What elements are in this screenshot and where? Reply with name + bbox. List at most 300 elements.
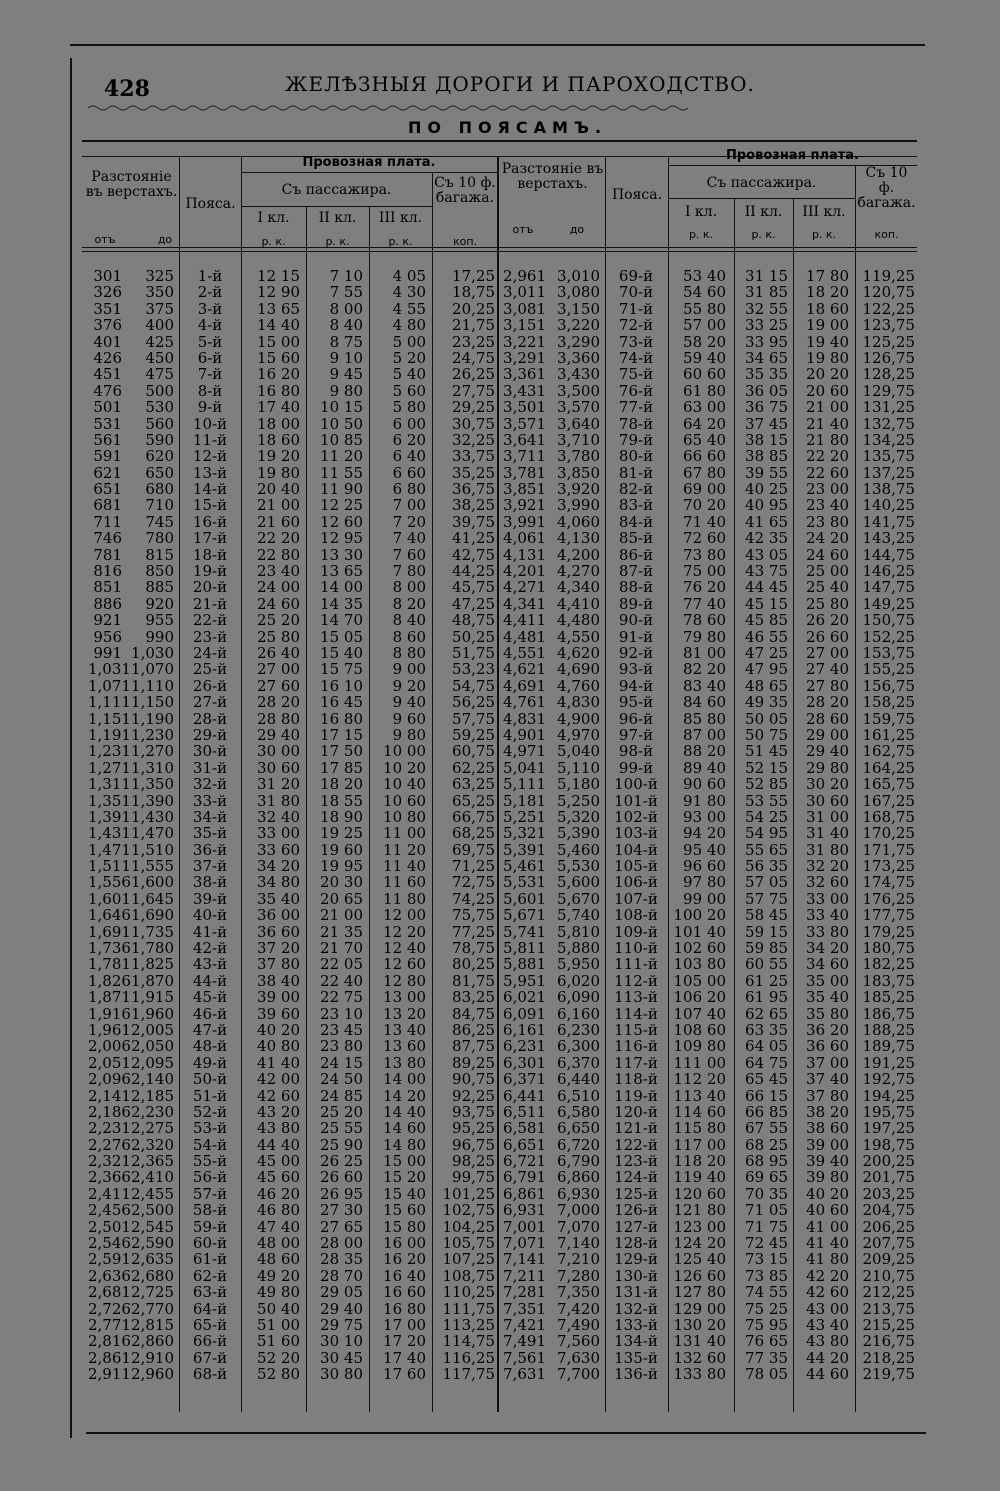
right-cell-class2: 54 95 <box>745 824 788 843</box>
left-cell-baggage: 65,25 <box>452 791 495 810</box>
right-cell-to: 7,350 <box>557 1283 600 1302</box>
right-cell-baggage: 219,75 <box>862 1365 915 1384</box>
right-cell-baggage: 215,25 <box>862 1316 915 1334</box>
right-cell-class2: 61 25 <box>745 971 788 990</box>
right-cell-zone: 104-й <box>614 840 658 859</box>
left-cell-from: 351 <box>93 299 122 318</box>
right-cell-baggage: 189,75 <box>862 1037 915 1056</box>
right-cell-class3: 41 80 <box>806 1250 849 1269</box>
right-cell-zone: 129-й <box>614 1250 658 1269</box>
right-cell-zone: 130-й <box>614 1266 658 1285</box>
right-cell-baggage: 131,25 <box>862 398 915 417</box>
left-cell-zone: 42-й <box>192 939 228 958</box>
right-cell-class1: 95 40 <box>683 840 726 859</box>
left-cell-baggage: 35,25 <box>452 463 495 482</box>
right-cell-baggage: 129,75 <box>862 381 915 400</box>
left-cell-zone: 38-й <box>192 873 228 892</box>
right-cell-to: 5,600 <box>557 873 600 892</box>
right-cell-zone: 96-й <box>618 709 654 728</box>
right-cell-baggage: 216,75 <box>862 1332 915 1351</box>
right-cell-class3: 41 00 <box>806 1217 849 1236</box>
left-cell-to: 2,725 <box>131 1283 174 1302</box>
table-row <box>0 465 1000 481</box>
right-zone-header: Пояса. <box>611 187 663 203</box>
right-cell-baggage: 125,25 <box>862 332 915 351</box>
left-rk-1: р. к. <box>261 235 286 248</box>
left-cell-to: 1,030 <box>131 643 174 662</box>
right-cell-class1: 133 80 <box>673 1365 726 1384</box>
left-cell-zone: 56-й <box>192 1168 228 1187</box>
right-cell-from: 6,021 <box>503 988 546 1007</box>
right-cell-class3: 35 00 <box>806 971 849 990</box>
left-cell-class3: 9 60 <box>392 709 426 728</box>
right-cell-class1: 118 20 <box>673 1152 726 1171</box>
table-row <box>0 416 1000 432</box>
left-cell-class2: 17 85 <box>320 758 363 777</box>
left-cell-class2: 16 10 <box>320 676 363 695</box>
left-cell-from: 886 <box>93 594 122 613</box>
left-cell-class2: 11 20 <box>320 447 363 466</box>
left-cell-baggage: 105,75 <box>442 1234 495 1253</box>
left-cell-zone: 12-й <box>192 447 228 466</box>
right-cell-class2: 68 25 <box>745 1135 788 1154</box>
left-cell-zone: 34-й <box>192 807 228 826</box>
right-cell-baggage: 134,25 <box>862 430 915 449</box>
right-cell-zone: 86-й <box>618 545 654 564</box>
left-cell-baggage: 42,75 <box>452 545 495 564</box>
right-cell-class2: 73 85 <box>745 1266 788 1285</box>
left-cell-baggage: 104,25 <box>442 1217 495 1236</box>
table-row <box>0 760 1000 776</box>
left-cell-class3: 17 20 <box>383 1332 426 1351</box>
right-cell-class3: 35 40 <box>806 988 849 1007</box>
right-cell-class2: 36 75 <box>745 398 788 417</box>
right-cell-baggage: 171,75 <box>862 840 915 859</box>
left-cell-class2: 23 10 <box>320 1004 363 1023</box>
right-cell-baggage: 188,25 <box>862 1020 915 1039</box>
right-cell-class3: 20 20 <box>806 365 849 384</box>
left-cell-to: 2,635 <box>131 1250 174 1269</box>
left-cell-class3: 7 00 <box>392 496 426 515</box>
right-cell-class2: 75 25 <box>745 1299 788 1318</box>
right-cell-zone: 133-й <box>614 1316 658 1334</box>
right-cell-from: 5,741 <box>503 922 546 941</box>
right-cell-zone: 79-й <box>618 430 654 449</box>
right-cell-class3: 38 60 <box>806 1119 849 1138</box>
left-class2-header: II кл. <box>318 210 357 226</box>
left-cell-zone: 41-й <box>192 922 228 941</box>
left-cell-class1: 18 60 <box>257 430 300 449</box>
left-cell-class3: 9 00 <box>392 660 426 679</box>
right-cell-zone: 70-й <box>618 283 654 302</box>
right-cell-zone: 93-й <box>618 660 654 679</box>
table-row <box>0 793 1000 809</box>
right-cell-class3: 21 80 <box>806 430 849 449</box>
right-cell-class1: 103 80 <box>673 955 726 974</box>
left-cell-to: 475 <box>145 365 174 384</box>
left-cell-zone: 11-й <box>192 430 228 449</box>
left-cell-from: 1,601 <box>88 889 131 908</box>
left-cell-baggage: 110,25 <box>442 1283 495 1302</box>
left-cell-class2: 21 00 <box>320 906 363 925</box>
right-cell-zone: 98-й <box>618 742 654 761</box>
wavy-rule <box>88 104 908 112</box>
right-cell-baggage: 204,75 <box>862 1201 915 1220</box>
right-cell-baggage: 165,75 <box>862 775 915 794</box>
right-cell-zone: 123-й <box>614 1152 658 1171</box>
left-cell-class2: 16 45 <box>320 693 363 712</box>
right-cell-class2: 37 45 <box>745 414 788 433</box>
left-cell-baggage: 89,25 <box>452 1053 495 1072</box>
right-cell-to: 5,530 <box>557 857 600 876</box>
left-cell-class1: 22 20 <box>257 529 300 548</box>
left-cell-from: 476 <box>93 381 122 400</box>
right-cell-from: 6,091 <box>503 1004 546 1023</box>
left-cell-class3: 8 40 <box>392 611 426 630</box>
left-cell-class3: 10 00 <box>383 742 426 761</box>
right-cell-class1: 61 80 <box>683 381 726 400</box>
left-cell-from: 2,911 <box>88 1365 131 1384</box>
right-cell-class1: 83 40 <box>683 676 726 695</box>
left-cell-to: 2,275 <box>131 1119 174 1138</box>
right-cell-baggage: 141,75 <box>862 512 915 531</box>
right-cell-class3: 34 20 <box>806 939 849 958</box>
right-cell-class2: 62 65 <box>745 1004 788 1023</box>
left-cell-class1: 36 60 <box>257 922 300 941</box>
table-row <box>0 1153 1000 1169</box>
table-row <box>0 596 1000 612</box>
right-cell-baggage: 147,75 <box>862 578 915 597</box>
left-cell-to: 500 <box>145 381 174 400</box>
left-cell-baggage: 80,25 <box>452 955 495 974</box>
right-cell-baggage: 132,75 <box>862 414 915 433</box>
left-cell-zone: 55-й <box>192 1152 228 1171</box>
top-border <box>70 44 925 46</box>
left-cell-baggage: 24,75 <box>452 348 495 367</box>
right-rk-3: р. к. <box>811 228 837 241</box>
left-rk-3: р. к. <box>388 235 413 248</box>
right-cell-baggage: 159,75 <box>862 709 915 728</box>
left-cell-to: 680 <box>145 480 174 499</box>
left-cell-class1: 29 40 <box>257 725 300 744</box>
right-cell-class3: 23 00 <box>806 480 849 499</box>
table-row <box>0 678 1000 694</box>
left-cell-class1: 17 40 <box>257 398 300 417</box>
right-cell-class2: 38 85 <box>745 447 788 466</box>
left-cell-baggage: 30,75 <box>452 414 495 433</box>
left-cell-from: 2,411 <box>88 1184 131 1203</box>
table-row <box>0 694 1000 710</box>
right-cell-to: 6,580 <box>557 1102 600 1121</box>
right-cell-from: 6,721 <box>503 1152 546 1171</box>
left-cell-zone: 23-й <box>192 627 228 646</box>
right-cell-class2: 36 05 <box>745 381 788 400</box>
left-cell-class2: 15 05 <box>320 627 363 646</box>
left-cell-class2: 24 50 <box>320 1070 363 1089</box>
right-cell-to: 4,620 <box>557 643 600 662</box>
right-cell-class1: 111 00 <box>673 1053 726 1072</box>
left-cell-class1: 33 00 <box>257 824 300 843</box>
left-cell-class1: 34 80 <box>257 873 300 892</box>
left-cell-baggage: 98,25 <box>452 1152 495 1171</box>
right-cell-to: 4,760 <box>557 676 600 695</box>
right-cell-class3: 24 20 <box>806 529 849 548</box>
table-row <box>0 481 1000 497</box>
right-cell-class1: 117 00 <box>673 1135 726 1154</box>
left-cell-class1: 30 00 <box>257 742 300 761</box>
left-cell-class1: 21 00 <box>257 496 300 515</box>
table-row <box>0 612 1000 628</box>
left-cell-class2: 15 75 <box>320 660 363 679</box>
left-cell-from: 451 <box>93 365 122 384</box>
left-cell-class2: 26 95 <box>320 1184 363 1203</box>
left-cell-class1: 13 65 <box>257 299 300 318</box>
left-cell-to: 1,150 <box>131 693 174 712</box>
right-cell-to: 5,670 <box>557 889 600 908</box>
right-cell-class2: 60 55 <box>745 955 788 974</box>
right-cell-class1: 71 40 <box>683 512 726 531</box>
table-row <box>0 629 1000 645</box>
left-cell-class2: 24 85 <box>320 1086 363 1105</box>
right-cell-from: 4,481 <box>503 627 546 646</box>
left-cell-zone: 45-й <box>192 988 228 1007</box>
left-cell-zone: 10-й <box>192 414 228 433</box>
left-cell-zone: 68-й <box>192 1365 228 1384</box>
left-cell-to: 375 <box>145 299 174 318</box>
left-cell-class2: 11 55 <box>320 463 363 482</box>
left-cell-zone: 37-й <box>192 857 228 876</box>
left-cell-from: 1,351 <box>88 791 131 810</box>
right-cell-class3: 39 00 <box>806 1135 849 1154</box>
left-cell-zone: 3-й <box>197 299 223 318</box>
right-cell-class2: 35 35 <box>745 365 788 384</box>
table-row <box>0 497 1000 513</box>
right-cell-from: 7,281 <box>503 1283 546 1302</box>
left-fare-rule <box>241 172 497 173</box>
left-cell-class3: 6 40 <box>392 447 426 466</box>
left-cell-from: 1,826 <box>88 971 131 990</box>
left-cell-class2: 9 45 <box>329 365 363 384</box>
right-cell-class1: 66 60 <box>683 447 726 466</box>
left-cell-class2: 26 25 <box>320 1152 363 1171</box>
left-cell-class1: 49 20 <box>257 1266 300 1285</box>
right-cell-class3: 28 20 <box>806 693 849 712</box>
left-do-label: до <box>157 233 173 246</box>
left-cell-class3: 10 40 <box>383 775 426 794</box>
left-cell-class1: 45 00 <box>257 1152 300 1171</box>
right-cell-zone: 78-й <box>618 414 654 433</box>
left-cell-baggage: 63,25 <box>452 775 495 794</box>
left-cell-from: 401 <box>93 332 122 351</box>
right-cell-zone: 91-й <box>618 627 654 646</box>
right-cell-zone: 115-й <box>614 1020 658 1039</box>
table-row <box>0 530 1000 546</box>
right-cell-from: 6,161 <box>503 1020 546 1039</box>
right-cell-baggage: 180,75 <box>862 939 915 958</box>
left-cell-to: 1,190 <box>131 709 174 728</box>
table-row <box>0 1022 1000 1038</box>
table-row <box>0 727 1000 743</box>
right-cell-baggage: 126,75 <box>862 348 915 367</box>
right-cell-zone: 83-й <box>618 496 654 515</box>
right-cell-class3: 25 80 <box>806 594 849 613</box>
right-cell-to: 5,740 <box>557 906 600 925</box>
right-cell-class2: 43 05 <box>745 545 788 564</box>
right-cell-from: 4,061 <box>503 529 546 548</box>
right-cell-class1: 99 00 <box>683 889 726 908</box>
left-cell-class1: 18 00 <box>257 414 300 433</box>
table-row <box>0 940 1000 956</box>
right-cell-to: 6,790 <box>557 1152 600 1171</box>
left-cell-class3: 10 60 <box>383 791 426 810</box>
right-cell-class1: 127 80 <box>673 1283 726 1302</box>
left-cell-from: 301 <box>93 267 122 285</box>
left-cell-class2: 8 40 <box>329 316 363 335</box>
right-cell-baggage: 156,75 <box>862 676 915 695</box>
right-cell-class2: 47 25 <box>745 643 788 662</box>
right-cell-to: 4,270 <box>557 562 600 581</box>
right-cell-baggage: 203,25 <box>862 1184 915 1203</box>
right-cell-class3: 40 60 <box>806 1201 849 1220</box>
left-cell-class2: 27 65 <box>320 1217 363 1236</box>
right-cell-class1: 60 60 <box>683 365 726 384</box>
right-cell-zone: 124-й <box>614 1168 658 1187</box>
left-cell-zone: 63-й <box>192 1283 228 1302</box>
left-cell-baggage: 116,25 <box>442 1348 495 1367</box>
right-cell-class3: 33 40 <box>806 906 849 925</box>
right-cell-zone: 110-й <box>614 939 658 958</box>
right-cell-from: 3,921 <box>503 496 546 515</box>
left-cell-class2: 19 25 <box>320 824 363 843</box>
right-cell-class3: 29 00 <box>806 725 849 744</box>
left-cell-baggage: 26,25 <box>452 365 495 384</box>
left-cell-class1: 42 00 <box>257 1070 300 1089</box>
left-cell-from: 956 <box>93 627 122 646</box>
left-cell-class3: 10 80 <box>383 807 426 826</box>
table-row <box>0 514 1000 530</box>
right-cell-class1: 59 40 <box>683 348 726 367</box>
left-cell-class1: 32 40 <box>257 807 300 826</box>
left-cell-zone: 53-й <box>192 1119 228 1138</box>
right-cell-class1: 72 60 <box>683 529 726 548</box>
right-cell-to: 3,640 <box>557 414 600 433</box>
right-cell-class3: 32 20 <box>806 857 849 876</box>
right-cell-class1: 119 40 <box>673 1168 726 1187</box>
left-cell-class3: 4 80 <box>392 316 426 335</box>
left-cell-class1: 15 00 <box>257 332 300 351</box>
left-cell-to: 450 <box>145 348 174 367</box>
right-cell-from: 4,761 <box>503 693 546 712</box>
right-cell-class3: 22 20 <box>806 447 849 466</box>
left-cell-zone: 24-й <box>192 643 228 662</box>
left-cell-class2: 22 75 <box>320 988 363 1007</box>
right-cell-class3: 27 80 <box>806 676 849 695</box>
right-fare-header: Провозная плата. <box>726 148 859 163</box>
left-cell-from: 1,961 <box>88 1020 131 1039</box>
left-cell-class2: 30 80 <box>320 1365 363 1384</box>
right-cell-class3: 27 00 <box>806 643 849 662</box>
right-cell-zone: 73-й <box>618 332 654 351</box>
table-row <box>0 301 1000 317</box>
left-cell-class1: 24 60 <box>257 594 300 613</box>
left-cell-to: 1,110 <box>131 676 174 695</box>
right-cell-class3: 43 40 <box>806 1316 849 1334</box>
right-cell-from: 7,421 <box>503 1316 546 1334</box>
left-cell-class1: 39 00 <box>257 988 300 1007</box>
table-row <box>0 1350 1000 1366</box>
left-cell-class3: 11 20 <box>383 840 426 859</box>
right-cell-class3: 19 40 <box>806 332 849 351</box>
right-cell-zone: 103-й <box>614 824 658 843</box>
right-cell-from: 3,431 <box>503 381 546 400</box>
right-cell-to: 4,410 <box>557 594 600 613</box>
left-cell-to: 2,770 <box>131 1299 174 1318</box>
left-cell-class3: 16 00 <box>383 1234 426 1253</box>
right-cell-to: 6,720 <box>557 1135 600 1154</box>
left-cell-from: 591 <box>93 447 122 466</box>
left-cell-to: 1,870 <box>131 971 174 990</box>
right-cell-class2: 64 75 <box>745 1053 788 1072</box>
right-cell-from: 6,651 <box>503 1135 546 1154</box>
left-cell-class3: 5 60 <box>392 381 426 400</box>
left-cell-class3: 6 00 <box>392 414 426 433</box>
right-cell-from: 5,601 <box>503 889 546 908</box>
right-cell-from: 3,011 <box>503 283 546 302</box>
right-cell-class2: 71 05 <box>745 1201 788 1220</box>
left-distance-header: Разстояніе въ верстахъ. <box>85 169 178 200</box>
left-cell-from: 1,031 <box>88 660 131 679</box>
left-cell-from: 2,726 <box>88 1299 131 1318</box>
left-class1-header: I кл. <box>257 210 290 226</box>
right-cell-class3: 31 40 <box>806 824 849 843</box>
right-cell-from: 7,211 <box>503 1266 546 1285</box>
right-cell-to: 6,020 <box>557 971 600 990</box>
left-cell-class1: 51 00 <box>257 1316 300 1334</box>
right-cell-baggage: 194,25 <box>862 1086 915 1105</box>
right-cell-zone: 134-й <box>614 1332 658 1351</box>
left-cell-class1: 42 60 <box>257 1086 300 1105</box>
left-cell-class2: 30 45 <box>320 1348 363 1367</box>
left-cell-baggage: 75,75 <box>452 906 495 925</box>
right-cell-class2: 67 55 <box>745 1119 788 1138</box>
left-cell-class3: 6 60 <box>392 463 426 482</box>
right-cell-class2: 33 25 <box>745 316 788 335</box>
right-cell-class3: 20 60 <box>806 381 849 400</box>
right-cell-to: 3,220 <box>557 316 600 335</box>
left-cell-class1: 40 80 <box>257 1037 300 1056</box>
left-cell-to: 1,780 <box>131 939 174 958</box>
table-row <box>0 383 1000 399</box>
left-cell-from: 746 <box>93 529 122 548</box>
right-cell-zone: 125-й <box>614 1184 658 1203</box>
right-cell-class1: 97 80 <box>683 873 726 892</box>
left-cell-zone: 14-й <box>192 480 228 499</box>
left-cell-baggage: 95,25 <box>452 1119 495 1138</box>
right-cell-from: 3,571 <box>503 414 546 433</box>
left-cell-to: 1,270 <box>131 742 174 761</box>
left-cell-class1: 21 60 <box>257 512 300 531</box>
right-cell-class3: 32 60 <box>806 873 849 892</box>
right-pass-rule <box>668 198 855 199</box>
right-cell-class3: 18 20 <box>806 283 849 302</box>
right-cell-to: 3,150 <box>557 299 600 318</box>
right-cell-baggage: 122,25 <box>862 299 915 318</box>
right-cell-class2: 31 15 <box>745 267 788 285</box>
left-cell-zone: 47-й <box>192 1020 228 1039</box>
left-cell-from: 2,771 <box>88 1316 131 1334</box>
left-cell-baggage: 48,75 <box>452 611 495 630</box>
left-cell-class2: 12 25 <box>320 496 363 515</box>
